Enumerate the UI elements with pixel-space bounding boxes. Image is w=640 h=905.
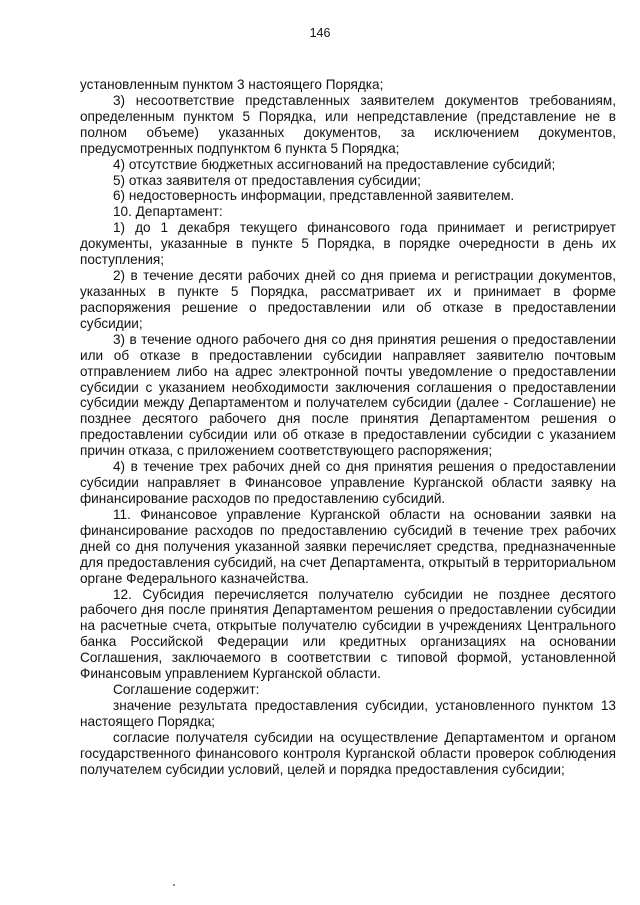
paragraph: установленным пунктом 3 настоящего Порядка; xyxy=(80,77,384,92)
paragraph: 10. Департамент: xyxy=(113,204,223,220)
paragraph: 5) отказ заявителя от предоставления субсидии; xyxy=(113,172,421,188)
scan-speck xyxy=(173,884,175,886)
paragraph: 3) в течение одного рабочего дня со дня принятия решения о предоставлении или об отказе в предоставлении субсидии направляет заявителю почтовым отправлением либо на адрес электронной почты уведомление о предоставлении субсидии с указанием необходимости заключения соглашения о предоставлении субсидии между Департаментом и получателем субсидии (далее - Соглашение) не позднее десятого рабочего дня после принятия Департаментом решения о предоставлении субсидии или об отказе в предоставлении субсидии с указанием причин отказа, с приложением соответствующего распоряжения; xyxy=(80,331,616,459)
paragraph: 4) отсутствие бюджетных ассигнований на предоставление субсидий; xyxy=(113,156,556,172)
paragraph: 2) в течение десяти рабочих дней со дня приема и регистрации документов, указанных в пункте 5 Порядка, рассматривает их и принимает в форме распоряжения решение о предоставлении или об отказе в предоставлении субсидии; xyxy=(80,268,616,331)
document-body xyxy=(80,77,616,778)
page-number: 146 xyxy=(309,26,331,40)
paragraph: 1) до 1 декабря текущего финансового года принимает и регистрирует документы, указанные в пункте 5 Порядка, в порядке очередности в день их поступления; xyxy=(80,220,616,268)
paragraph: 11. Финансовое управление Курганской области на основании заявки на финансирование расходов по предоставлению субсидий в течение трех рабочих дней со дня получения указанной заявки перечисляет средства, предназначенные для предоставления субсидий, на счет Департамента, открытый в территориальном органе Федерального казначейства. xyxy=(80,506,616,586)
paragraph: 6) недостоверность информации, представленной заявителем. xyxy=(113,188,515,204)
paragraph: 12. Субсидия перечисляется получателю субсидии не позднее десятого рабочего дня после принятия Департаментом решения о предоставлении субсидии на расчетные счета, открытые получателю субсидии в учреждениях Центрального банка Российской Федерации или кредитных организациях на основании Соглашения, заключаемого в соответствии с типовой формой, установленной Финансовым управлением Курганской области. xyxy=(80,586,616,682)
paragraph: согласие получателя субсидии на осуществление Департаментом и органом государственного финансового контроля Курганской области проверок соблюдения получателем субсидии условий, целей и порядка предоставления субсидии; xyxy=(80,729,616,777)
paragraph: Соглашение содержит: xyxy=(113,682,260,698)
paragraph: значение результата предоставления субсидии, установленного пунктом 13 настоящего Порядка; xyxy=(80,697,616,729)
paragraph: 4) в течение трех рабочих дней со дня принятия решения о предоставлении субсидии направляет в Финансовое управление Курганской области заявку на финансирование расходов по предоставлению субсидий. xyxy=(80,459,616,506)
paragraph: 3) несоответствие представленных заявителем документов требованиям, определенным пунктом 5 Порядка, или непредставление (представление не в полном объеме) указанных документов, за исключением документов, предусмотренных подпунктом 6 пункта 5 Порядка; xyxy=(80,92,616,156)
